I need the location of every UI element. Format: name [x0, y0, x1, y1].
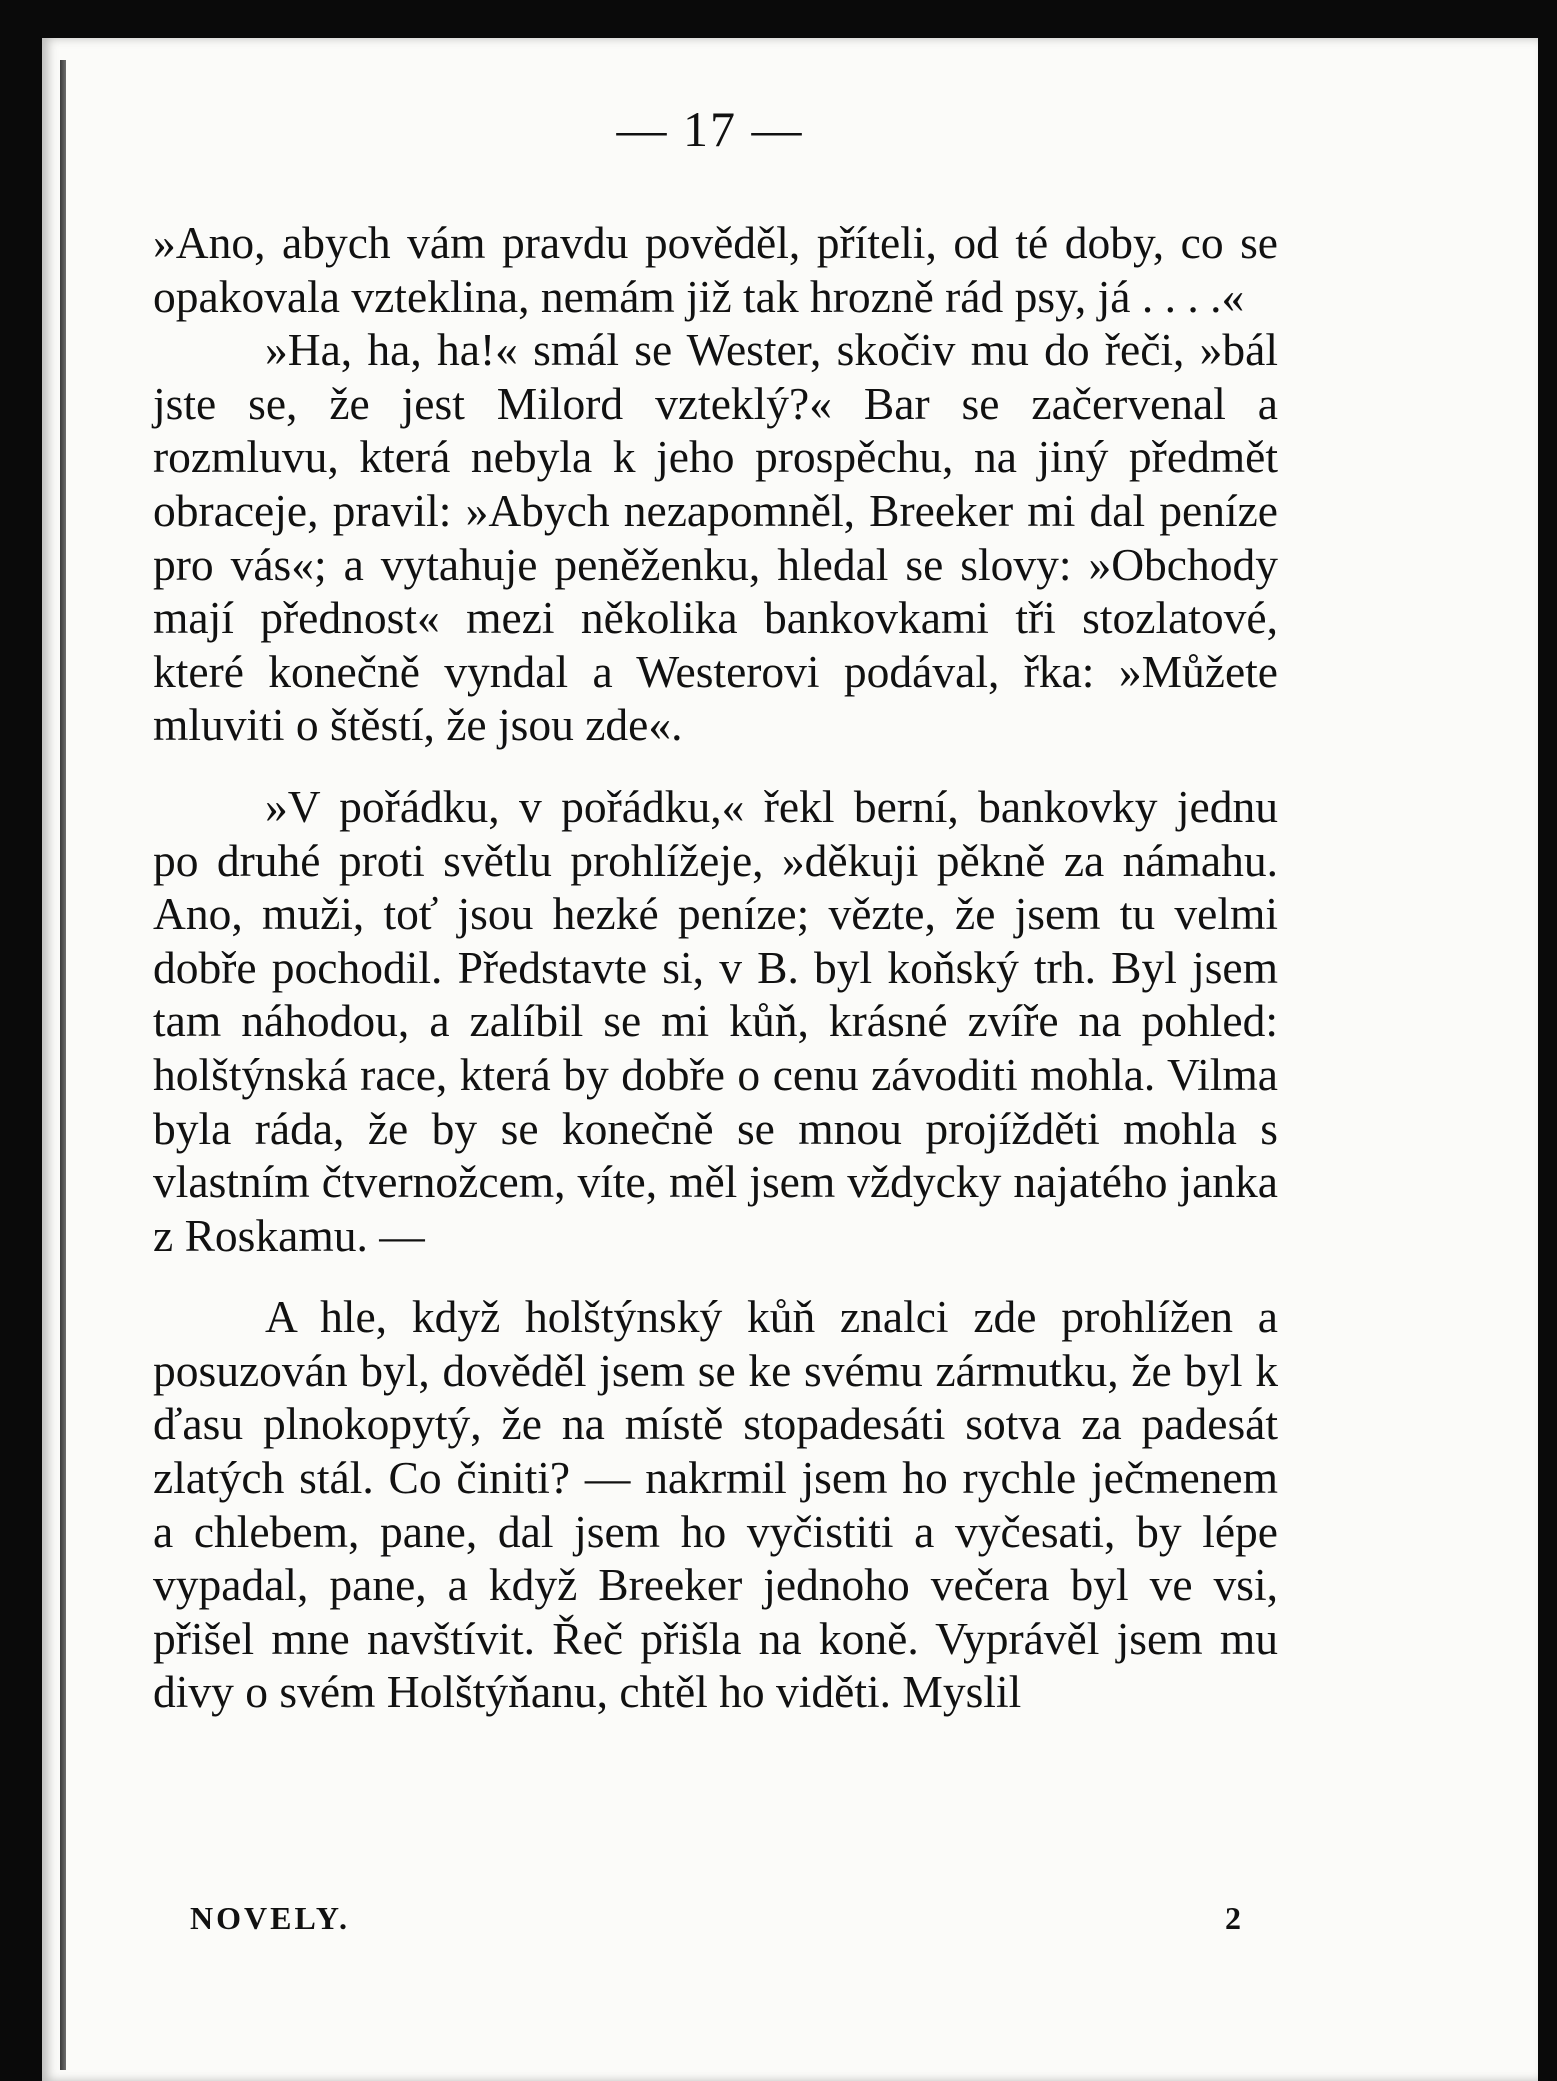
paragraph-3: »V pořádku, v pořádku,« řekl berní, bankovky jednu po druhé proti světlu prohlížeje, »děkuji pěkně za námahu. Ano, muži, toť jsou hezké peníze; vězte, že jsem tu velmi dobře pochodil. Představte si, v B. byl koňský trh. Byl jsem tam náhodou, a zalíbil se mi kůň, krásné zvíře na pohled: holštýnská race, která by dobře o cenu závoditi mohla. Vilma byla ráda, že by se konečně se mnou projížděti mohla s vlastním čtvernožcem, víte, měl jsem vždycky najatého janka z Roskamu. — — [153, 780, 1278, 1261]
sheet-number: 2 — [1225, 1900, 1241, 1936]
page-number: — 17 — — [616, 101, 804, 157]
page-gutter-edge — [60, 60, 66, 2070]
paragraph-4: A hle, když holštýnský kůň znalci zde prohlížen a posuzován byl, dověděl jsem se ke svému zármutku, že byl k ďasu plnokopytý, že na místě stopadesáti sotva za padesát zlatých stál. Co činiti? — nakrmil jsem ho rychle ječmenem a chlebem, pane, dal jsem ho vyčistiti a vyčesati, by lépe vypadal, pane, a když Breeker jednoho večera byl ve vsi, přišel mne navštívit. Řeč přišla na koně. Vyprávěl jsem mu divy o svém Holštýňanu, chtěl ho viděti. Myslil — [153, 1291, 1278, 1718]
paragraph-2: »Ha, ha, ha!« smál se Wester, skočiv mu do řeči, »bál jste se, že jest Milord vzteklý?« Bar se začervenal a rozmluvu, která nebyla k jeho prospěchu, na jiný předmět obraceje, pravil: »Abych nezapomněl, Breeker mi dal peníze pro vás«; a vytahuje peněženku, hledal se slovy: »Obchody mají přednost« mezi několika bankovkami tři stozlatové, které konečně vyndal a Westerovi podával, řka: »Můžete mluviti o štěstí, že jsou zde«. — [153, 324, 1278, 751]
body-text — [153, 216, 1278, 1719]
signature-mark: NOVELY. — [190, 1900, 351, 1936]
paragraph-1: »Ano, abych vám pravdu pověděl, příteli, od té doby, co se opakovala vzteklina, nemám již tak hrozně rád psy, já . . . .« — [153, 217, 1278, 322]
